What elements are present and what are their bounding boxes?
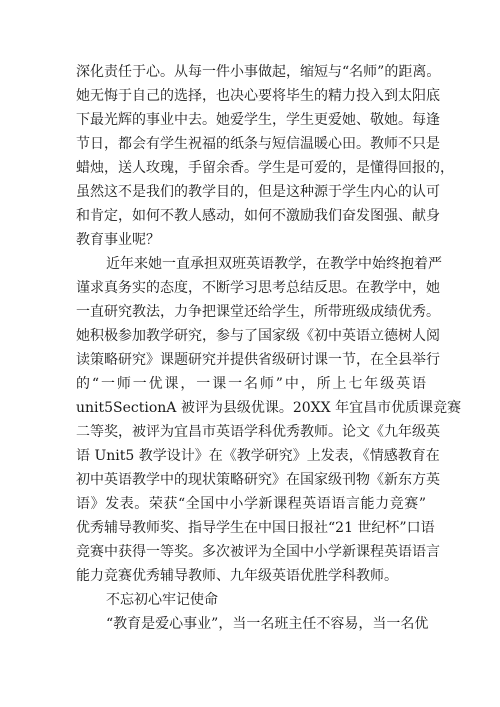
text-line: 读策略研究》课题研究并提供省级研讨课一节，在全县举行	[76, 352, 440, 368]
text-line: 语》发表。荣获“全国中小学新课程英语语言能力竞赛”	[76, 496, 426, 512]
text-line: 语 Unit5 教学设计》在《教学研究》上发表，《情感教育在	[76, 448, 440, 464]
text-line: “教育是爱心事业”，当一名班主任不容易，当一名优	[106, 616, 429, 632]
text-line: 二等奖，被评为宜昌市英语学科优秀教师。论文《九年级英	[76, 424, 440, 440]
text-line: 谨求真务实的态度，不断学习思考总结反思。在教学中，她	[76, 280, 440, 296]
text-line: 的“一师一优课，一课一名师”中，所上七年级英语	[76, 376, 426, 392]
text-line: 能力竞赛优秀辅导教师、九年级英语优胜学科教师。	[76, 568, 398, 584]
text-line: 优秀辅导教师奖、指导学生在中国日报社“21 世纪杯”口语	[76, 520, 435, 536]
text-line: 她无悔于自己的选择，也决心要将毕生的精力投入到太阳底	[76, 88, 440, 104]
text-line: 深化责任于心。从每一件小事做起，缩短与“名师”的距离。	[76, 64, 441, 80]
paragraph-responsibility	[76, 60, 454, 252]
document-body	[76, 60, 462, 636]
text-line: 和肯定，如何不教人感动，如何不激励我们奋发图强、献身	[76, 208, 440, 224]
text-line: 虽然这不是我们的教学目的，但是这种源于学生内心的认可	[76, 184, 440, 200]
section-heading	[76, 588, 426, 612]
heading-line: 不忘初心牢记使命	[106, 592, 218, 608]
text-line: 一直研究教法，力争把课堂还给学生，所带班级成绩优秀。	[76, 304, 440, 320]
text-line: 节日，都会有学生祝福的纸条与短信温暖心田。教师不只是	[76, 136, 440, 152]
text-line: 蜡烛，送人玫瑰，手留余香。学生是可爱的，是懂得回报的，	[76, 160, 454, 176]
text-line: 近年来她一直承担双班英语教学，在教学中始终抱着严	[106, 256, 442, 272]
text-line: 竞赛中获得一等奖。多次被评为全国中小学新课程英语语言	[76, 544, 440, 560]
text-line: 下最光辉的事业中去。她爱学生，学生更爱她、敬她。每逢	[76, 112, 440, 128]
text-line: 教育事业呢？	[76, 232, 160, 248]
text-line: 初中英语教学中的现状策略研究》在国家级刊物《新东方英	[76, 472, 440, 488]
paragraph-teaching-achievements	[76, 252, 462, 588]
text-line: unit5SectionA 被评为县级优课。20XX 年宜昌市优质课竞赛	[76, 400, 462, 416]
paragraph-love-education	[76, 612, 429, 636]
text-line: 她积极参加教学研究，参与了国家级《初中英语立德树人阅	[76, 328, 440, 344]
